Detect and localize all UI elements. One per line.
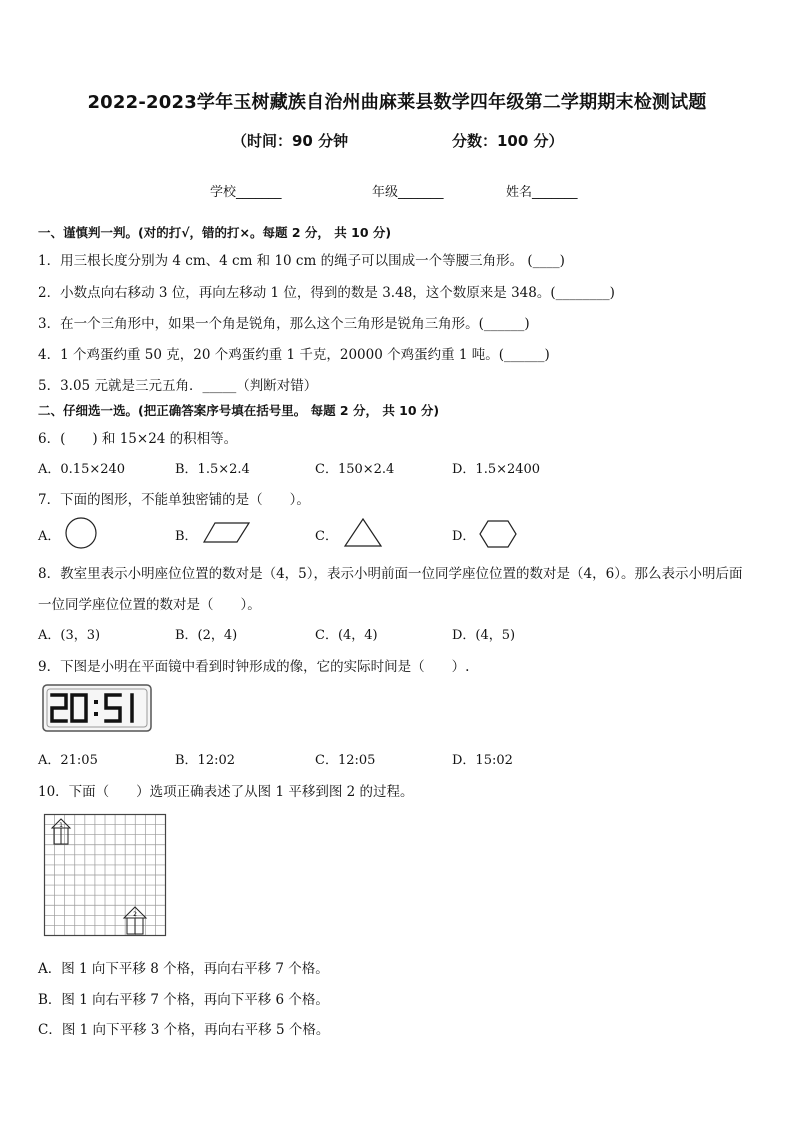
question-8-line-1: 8．教室里表示小明座位位置的数对是（4，5），表示小明前面一位同学座位位置的数对是（4，6）。那么表示小明后面 <box>38 566 743 582</box>
hexagon-shape-icon <box>479 520 517 548</box>
section-1-heading: 一、谨慎判一判。(对的打√，错的打×。每题 2 分， 共 10 分) <box>38 225 392 240</box>
name-field[interactable]: 姓名_______ <box>506 185 578 200</box>
question-6: 6．( ) 和 15×24 的积相等。 <box>38 431 238 447</box>
q7-option-d[interactable]: D． <box>452 529 476 544</box>
q9-option-c[interactable]: C．12:05 <box>315 753 376 768</box>
q7-option-a[interactable]: A． <box>38 529 61 544</box>
q7-option-b[interactable]: B． <box>175 529 198 544</box>
figure-1-label: 1 <box>59 822 63 829</box>
q6-option-c[interactable]: C．150×2.4 <box>315 462 395 477</box>
triangle-shape-icon <box>343 518 383 548</box>
school-field[interactable]: 学校_______ <box>210 185 282 200</box>
mirrored-digital-clock-icon <box>42 684 152 732</box>
question-2: 2．小数点向右移动 3 位，再向左移动 1 位，得到的数是 3.48，这个数原来是 348。(________) <box>38 285 615 301</box>
q6-option-b[interactable]: B．1.5×2.4 <box>175 462 250 477</box>
q8-option-a[interactable]: A．(3，3) <box>38 628 101 643</box>
question-7: 7．下面的图形，不能单独密铺的是（ ）。 <box>38 492 310 508</box>
question-9: 9．下图是小明在平面镜中看到时钟形成的像，它的实际时间是（ ）. <box>38 659 470 675</box>
q9-option-b[interactable]: B．12:02 <box>175 753 236 768</box>
exam-title: 2022-2023学年玉树藏族自治州曲麻莱县数学四年级第二学期期末检测试题 <box>87 92 707 113</box>
q9-option-d[interactable]: D．15:02 <box>452 753 513 768</box>
circle-shape-icon <box>64 516 98 550</box>
exam-time: （时间：90 分钟 <box>232 132 349 150</box>
q8-option-b[interactable]: B．(2，4) <box>175 628 238 643</box>
q10-option-b[interactable]: B．图 1 向右平移 7 个格，再向下平移 6 个格。 <box>38 992 329 1008</box>
q10-option-a[interactable]: A．图 1 向下平移 8 个格，再向右平移 7 个格。 <box>38 961 329 977</box>
q6-option-d[interactable]: D．1.5×2400 <box>452 462 541 477</box>
question-3: 3．在一个三角形中，如果一个角是锐角，那么这个三角形是锐角三角形。(______) <box>38 316 530 332</box>
q10-option-c[interactable]: C．图 1 向下平移 3 个格，再向右平移 5 个格。 <box>38 1022 330 1038</box>
exam-score: 分数：100 分） <box>452 132 564 150</box>
figure-2-label: 2 <box>133 911 137 918</box>
translation-grid-figure <box>44 814 166 936</box>
question-4: 4．1 个鸡蛋约重 50 克，20 个鸡蛋约重 1 千克，20000 个鸡蛋约重 1 吨。(______) <box>38 347 550 363</box>
q9-option-a[interactable]: A．21:05 <box>38 753 98 768</box>
question-1: 1．用三根长度分别为 4 cm、4 cm 和 10 cm 的绳子可以围成一个等腰三角形。 (____) <box>38 253 565 269</box>
parallelogram-shape-icon <box>203 522 251 544</box>
grade-field[interactable]: 年级_______ <box>372 185 444 200</box>
q8-option-d[interactable]: D．(4，5) <box>452 628 516 643</box>
question-8-line-2: 一位同学座位位置的数对是（ ）。 <box>38 597 261 613</box>
section-2-heading: 二、仔细选一选。(把正确答案序号填在括号里。 每题 2 分， 共 10 分) <box>38 403 440 418</box>
q6-option-a[interactable]: A．0.15×240 <box>38 462 126 477</box>
q7-option-c[interactable]: C． <box>315 529 338 544</box>
question-5: 5．3.05 元就是三元五角．_____（判断对错） <box>38 378 318 394</box>
q8-option-c[interactable]: C．(4，4) <box>315 628 378 643</box>
question-10: 10．下面（ ）选项正确表述了从图 1 平移到图 2 的过程。 <box>38 784 414 800</box>
